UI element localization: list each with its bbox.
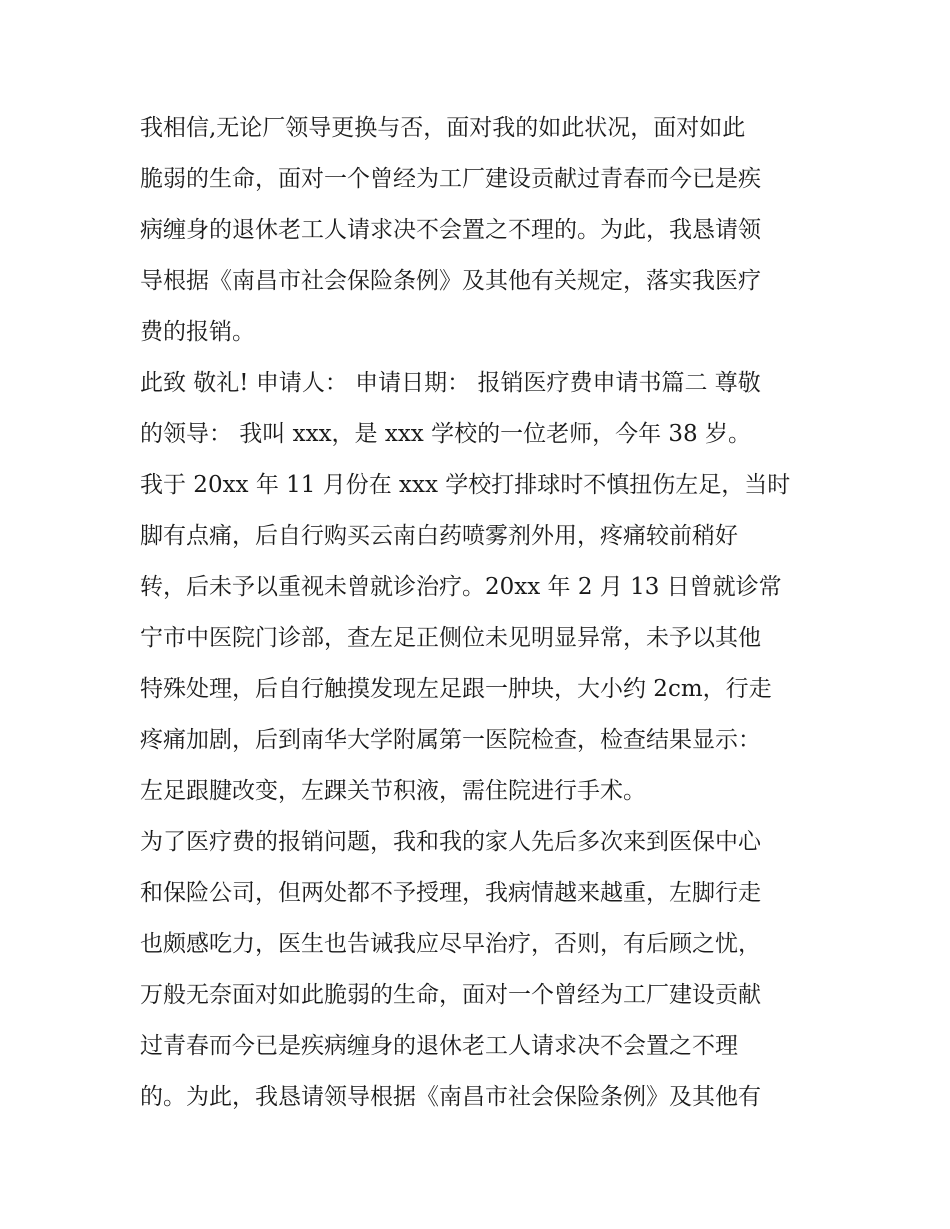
text-line: 转，后未予以重视未曾就诊治疗。20xx 年 2 月 13 日曾就诊常 <box>140 574 782 600</box>
text-line: 的领导： 我叫 xxx，是 xxx 学校的一位老师，今年 38 岁。 <box>140 421 751 447</box>
text-line: 脆弱的生命，面对一个曾经为工厂建设贡献过青春而今已是疾 <box>140 166 761 192</box>
text-line: 病缠身的退休老工人请求决不会置之不理的。为此，我恳请领 <box>140 217 761 243</box>
text-line: 我相信,无论厂领导更换与否，面对我的如此状况，面对如此 <box>140 115 746 141</box>
text-line: 特殊处理，后自行触摸发现左足跟一肿块，大小约 2cm，行走 <box>140 676 772 702</box>
text-line: 我于 20xx 年 11 月份在 xxx 学校打排球时不慎扭伤左足，当时 <box>140 472 791 498</box>
text-line: 为了医疗费的报销问题，我和我的家人先后多次来到医保中心 <box>140 829 761 855</box>
text-line: 脚有点痛，后自行购买云南白药喷雾剂外用，疼痛较前稍好 <box>140 523 738 549</box>
text-line: 此致 敬礼! 申请人： 申请日期： 报销医疗费申请书篇二 尊敬 <box>140 370 761 396</box>
text-line: 导根据《南昌市社会保险条例》及其他有关规定，落实我医疗 <box>140 268 761 294</box>
text-line: 左足跟腱改变，左踝关节积液，需住院进行手术。 <box>140 778 646 804</box>
body-paragraph <box>140 103 820 358</box>
text-line: 过青春而今已是疾病缠身的退休老工人请求决不会置之不理 <box>140 1033 738 1059</box>
body-paragraph <box>140 358 820 460</box>
text-line: 宁市中医院门诊部，查左足正侧位未见明显异常，未予以其他 <box>140 625 761 651</box>
text-line: 万般无奈面对如此脆弱的生命，面对一个曾经为工厂建设贡献 <box>140 982 761 1008</box>
text-line: 的。为此，我恳请领导根据《南昌市社会保险条例》及其他有 <box>140 1084 761 1110</box>
text-line: 疼痛加剧，后到南华大学附属第一医院检查，检查结果显示： <box>140 727 761 753</box>
text-line: 和保险公司，但两处都不予授理，我病情越来越重，左脚行走 <box>140 880 761 906</box>
body-paragraph <box>140 817 820 1123</box>
text-line: 费的报销。 <box>140 319 255 345</box>
text-line: 也颇感吃力，医生也告诫我应尽早治疗，否则，有后顾之忧， <box>140 931 761 957</box>
body-paragraph <box>140 460 820 817</box>
